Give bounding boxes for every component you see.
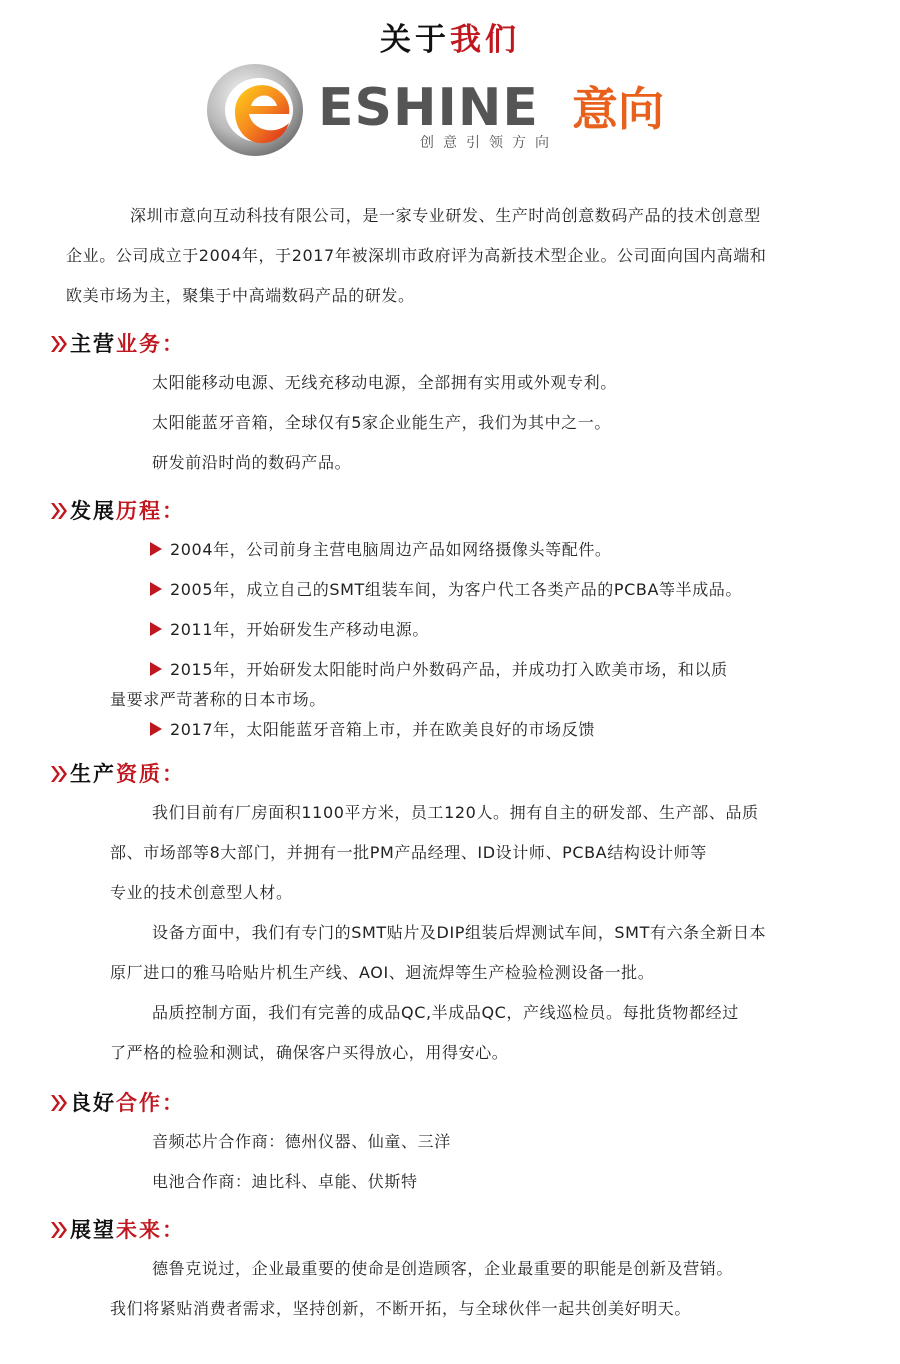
future-line-1: 德鲁克说过，企业最重要的使命是创造顾客，企业最重要的职能是创新及营销。 (152, 1259, 734, 1278)
section-heading-business-black: 主营 (70, 332, 116, 356)
production-line-4: 设备方面中，我们有专门的SMT贴片及DIP组装后焊测试车间，SMT有六条全新日本 (152, 923, 767, 942)
eshine-e-logo-icon (205, 62, 305, 158)
section-heading-future (48, 1216, 185, 1244)
triangle-bullet-icon (150, 582, 162, 596)
section-heading-future-black: 展望 (70, 1218, 116, 1242)
history-text: 2004年，公司前身主营电脑周边产品如网络摄像头等配件。 (170, 540, 612, 559)
production-line-3: 专业的技术创意型人材。 (110, 883, 293, 902)
section-heading-production (48, 760, 185, 788)
business-line-2: 太阳能蓝牙音箱，全球仅有5家企业能生产，我们为其中之一。 (152, 413, 611, 432)
section-heading-history-red: 历程： (116, 499, 185, 523)
business-line-3: 研发前沿时尚的数码产品。 (152, 453, 352, 472)
double-chevron-icon (48, 1220, 68, 1240)
production-line-1: 我们目前有厂房面积1100平方米，员工120人。拥有自主的研发部、生产部、品质 (152, 803, 759, 822)
double-chevron-icon (48, 501, 68, 521)
history-text: 2015年，开始研发太阳能时尚户外数码产品，并成功打入欧美市场，和以质 (170, 660, 728, 679)
production-line-7: 了严格的检验和测试，确保客户买得放心，用得安心。 (110, 1043, 509, 1062)
future-line-2: 我们将紧贴消费者需求，坚持创新，不断开拓，与全球伙伴一起共创美好明天。 (110, 1299, 692, 1318)
triangle-bullet-icon (150, 722, 162, 736)
intro-line-1: 深圳市意向互动科技有限公司，是一家专业研发、生产时尚创意数码产品的技术创意型 (130, 206, 761, 225)
triangle-bullet-icon (150, 542, 162, 556)
history-item (150, 580, 742, 600)
section-heading-partners (48, 1089, 185, 1117)
history-item (150, 660, 728, 680)
history-item (150, 540, 612, 560)
section-heading-business-red: 业务： (116, 332, 185, 356)
triangle-bullet-icon (150, 662, 162, 676)
brand-name-en: ESHINE (318, 78, 539, 138)
production-line-2: 部、市场部等8大部门，并拥有一批PM产品经理、ID设计师、PCBA结构设计师等 (110, 843, 707, 862)
double-chevron-icon (48, 764, 68, 784)
page-title (0, 18, 900, 62)
partners-line-2: 电池合作商：迪比科、卓能、伏斯特 (152, 1172, 418, 1191)
section-heading-history-black: 发展 (70, 499, 116, 523)
history-text: 2017年，太阳能蓝牙音箱上市，并在欧美良好的市场反馈 (170, 720, 595, 739)
history-item (150, 720, 595, 740)
section-heading-business (48, 330, 185, 358)
history-text: 2005年，成立自己的SMT组装车间，为客户代工各类产品的PCBA等半成品。 (170, 580, 742, 599)
page-title-red: 我们 (450, 22, 520, 58)
history-text-cont: 量要求严苛著称的日本市场。 (110, 690, 326, 709)
partners-line-1: 音频芯片合作商：德州仪器、仙童、三洋 (152, 1132, 451, 1151)
section-heading-partners-black: 良好 (70, 1091, 116, 1115)
intro-line-3: 欧美市场为主，聚集于中高端数码产品的研发。 (66, 286, 415, 305)
section-heading-future-red: 未来： (116, 1218, 185, 1242)
page-title-black: 关于 (380, 22, 450, 58)
business-line-1: 太阳能移动电源、无线充移动电源，全部拥有实用或外观专利。 (152, 373, 617, 392)
double-chevron-icon (48, 1093, 68, 1113)
brand-slogan: 创意引领方向 (420, 135, 558, 151)
double-chevron-icon (48, 334, 68, 354)
history-text: 2011年，开始研发生产移动电源。 (170, 620, 429, 639)
section-heading-history (48, 497, 185, 525)
brand-name-cn: 意向 (572, 82, 664, 136)
section-heading-production-black: 生产 (70, 762, 116, 786)
production-line-6: 品质控制方面，我们有完善的成品QC,半成品QC，产线巡检员。每批货物都经过 (152, 1003, 739, 1022)
section-heading-partners-red: 合作： (116, 1091, 185, 1115)
intro-line-2: 企业。公司成立于2004年，于2017年被深圳市政府评为高新技术型企业。公司面向国内高端和 (66, 246, 767, 265)
section-heading-production-red: 资质： (116, 762, 185, 786)
triangle-bullet-icon (150, 622, 162, 636)
history-item (150, 620, 429, 640)
production-line-5: 原厂进口的雅马哈贴片机生产线、AOI、迴流焊等生产检验检测设备一批。 (110, 963, 655, 982)
